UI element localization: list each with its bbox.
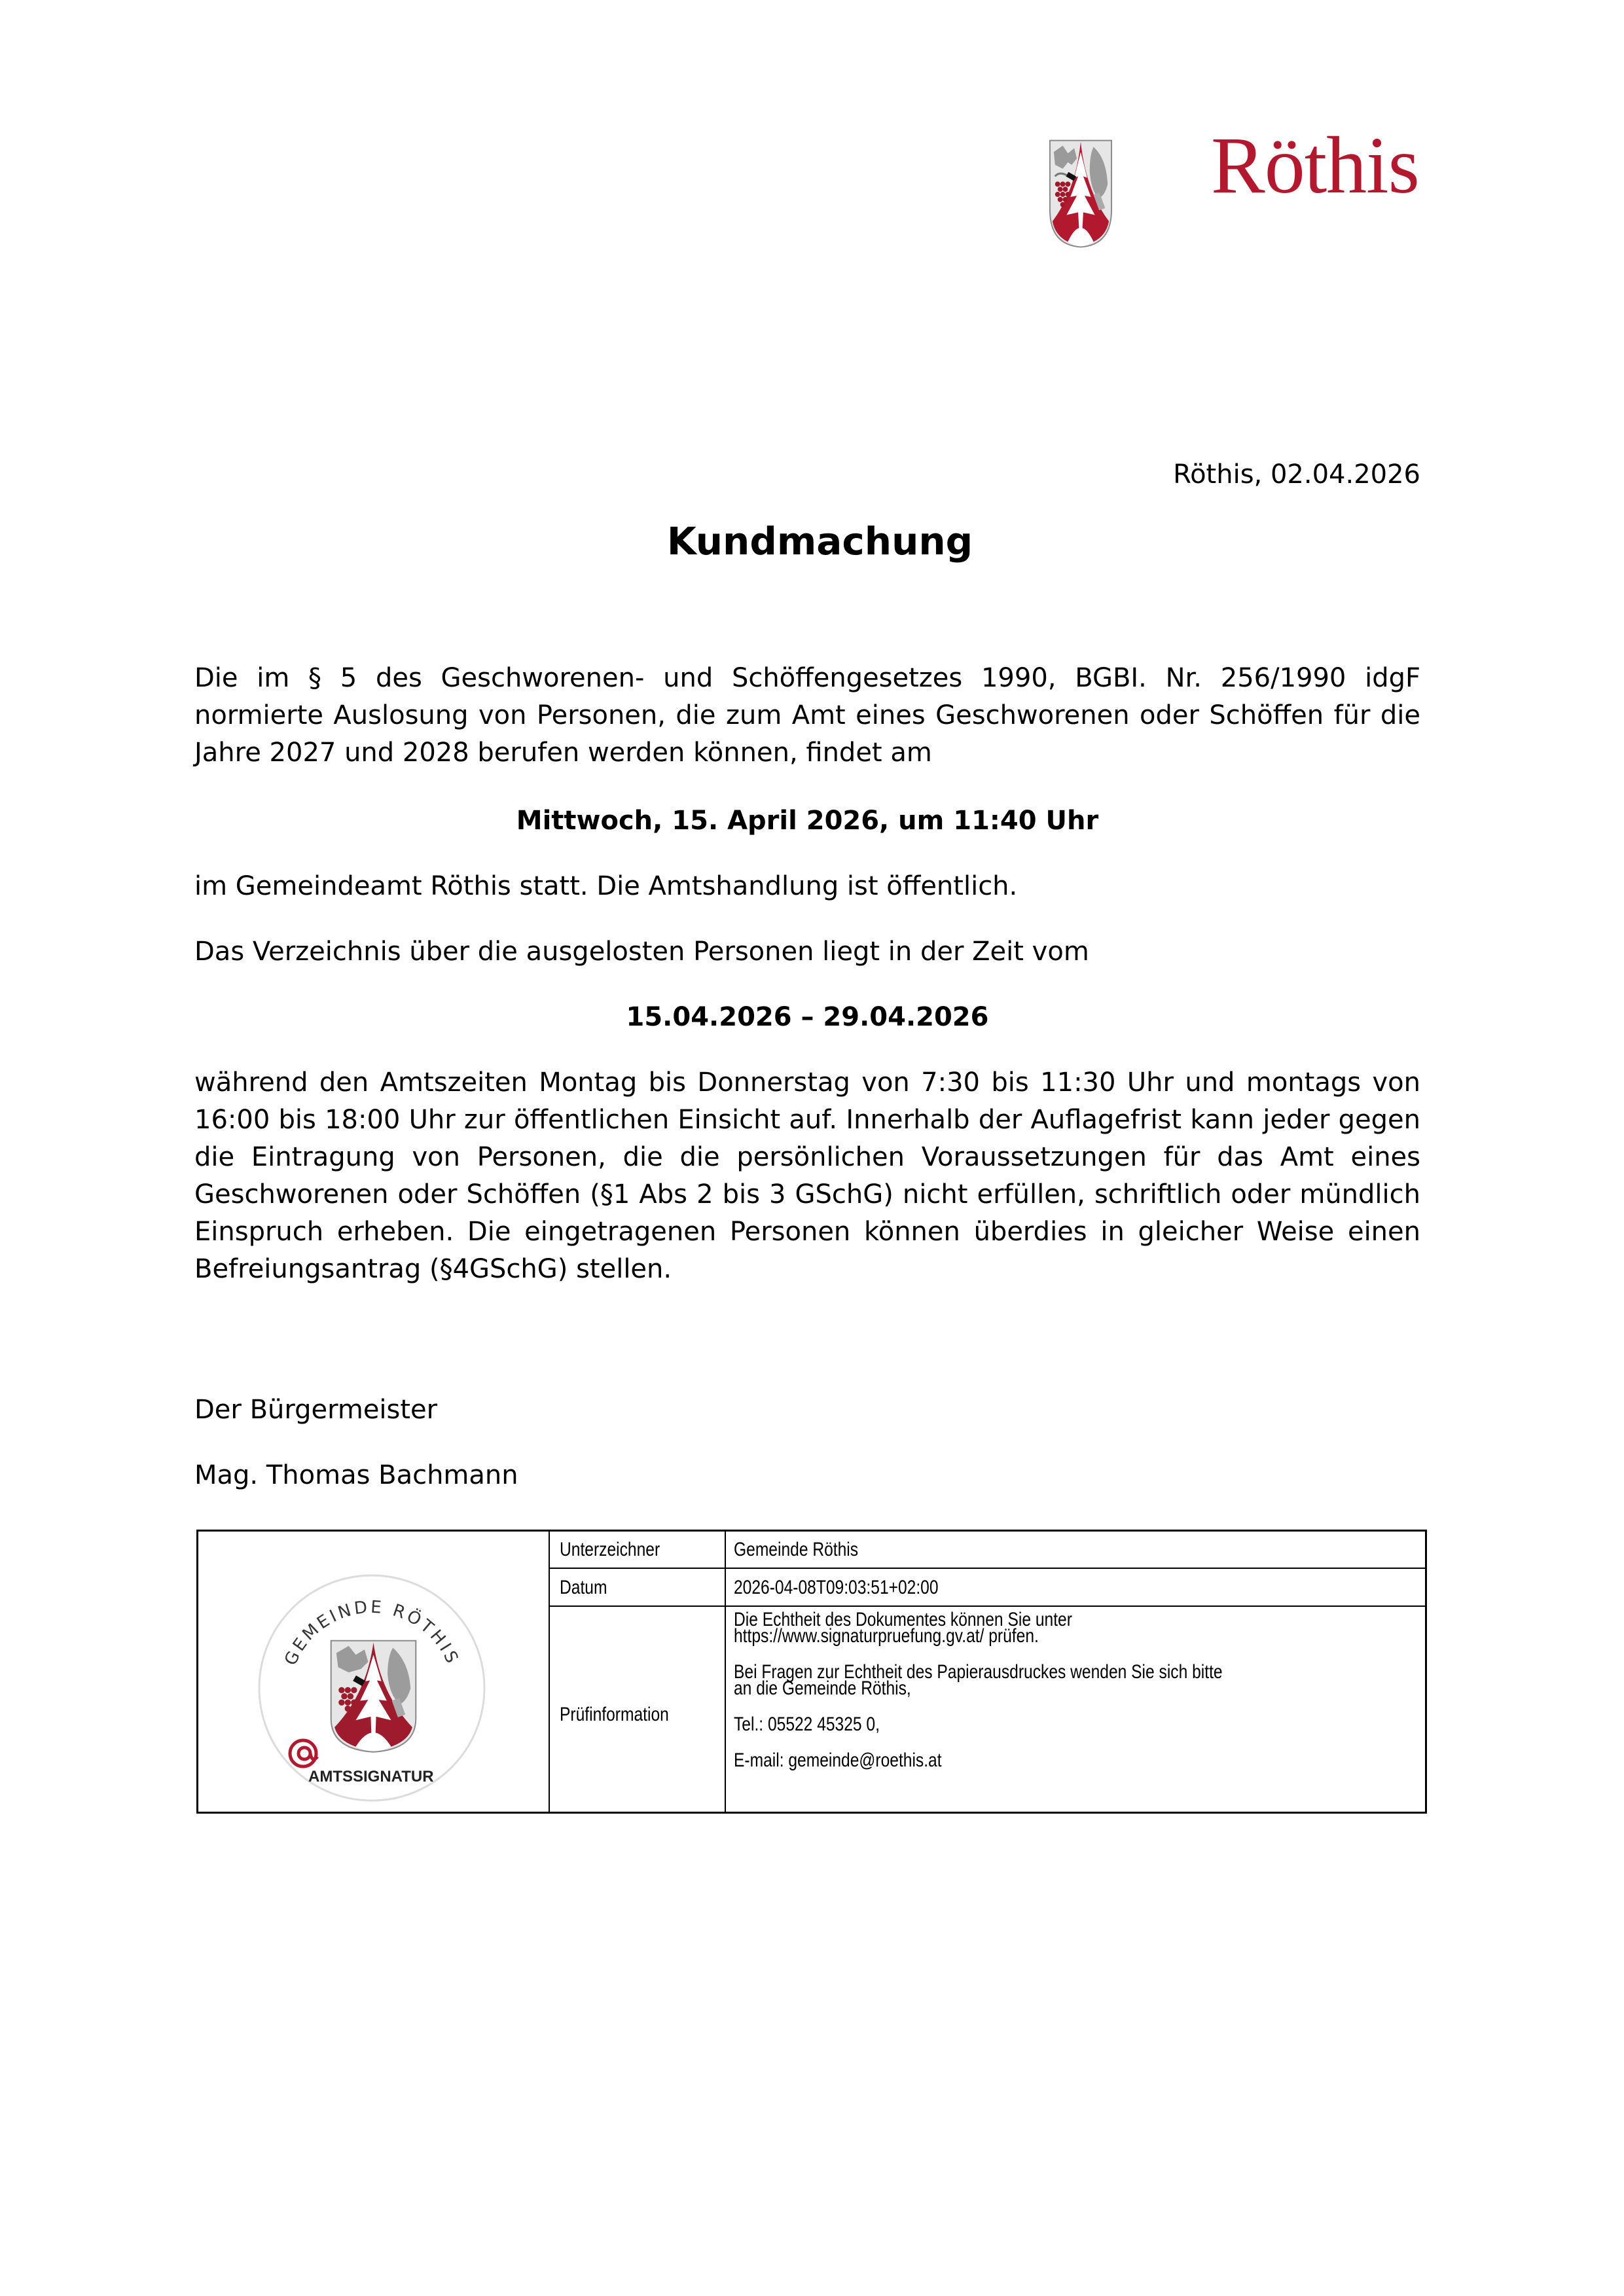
label-column	[550, 1532, 726, 1812]
signatory-title: Der Bürgermeister	[194, 1395, 438, 1425]
brand-logotype: Röthis	[1211, 120, 1419, 210]
verification-line: an die Gemeinde Röthis,	[734, 1677, 911, 1699]
date-label: Datum	[560, 1577, 607, 1598]
seal-ring-text: GEMEINDE RÖTHIS	[281, 1597, 463, 1669]
row-divider	[550, 1605, 1425, 1607]
display-period: 15.04.2026 – 29.04.2026	[626, 1002, 989, 1032]
event-datetime: Mittwoch, 15. April 2026, um 11:40 Uhr	[516, 806, 1099, 836]
verification-line: Die Echtheit des Dokumentes können Sie unter	[734, 1609, 1072, 1630]
place-date: Röthis, 02.04.2026	[1173, 459, 1420, 490]
row-divider	[550, 1568, 1425, 1569]
seal-cell	[198, 1532, 550, 1812]
verification-url[interactable]: https://www.signaturpruefung.gv.at/ prüfen.	[734, 1625, 1039, 1647]
date-value: 2026-04-08T09:03:51+02:00	[734, 1577, 939, 1598]
signature-block	[196, 1530, 1427, 1814]
verification-label: Prüfinformation	[560, 1704, 669, 1725]
seal-badge-text: AMTSSIGNATUR	[308, 1768, 434, 1785]
page-title	[0, 518, 1624, 564]
verification-line: Bei Fragen zur Echtheit des Papierausdruckes wenden Sie sich bitte	[734, 1661, 1223, 1683]
page-title-text: Kundmachung	[666, 519, 973, 564]
signer-label: Unterzeichner	[560, 1539, 660, 1560]
contact-phone: Tel.: 05522 45325 0,	[734, 1713, 880, 1735]
official-seal-icon	[257, 1573, 486, 1803]
intro-paragraph: Die im § 5 des Geschworenen- und Schöffengesetzes 1990, BGBI. Nr. 256/1990 idgF normierte Auslosung von Personen, die zum Amt eines Geschworenen oder Schöffen für die Jahre 2027 und 2028 berufen werden können, findet am	[194, 663, 1420, 768]
details-paragraph: während den Amtszeiten Montag bis Donnerstag von 7:30 bis 11:30 Uhr und montags von 16:00 bis 18:00 Uhr zur öffentlichen Einsicht auf. Innerhalb der Auflagefrist kann jeder gegen die Eintragung von Personen, die die persönlichen Voraussetzungen für das Amt eines Geschworenen oder Schöffen (§1 Abs 2 bis 3 GSchG) nicht erfüllen, schriftlich oder mündlich Einspruch erheben. Die eingetragenen Personen können überdies in gleicher Weise einen Befreiungsantrag (§4GSchG) stellen.	[194, 1067, 1420, 1284]
coat-of-arms-icon	[1049, 137, 1113, 250]
signer-value: Gemeinde Röthis	[734, 1539, 859, 1560]
location-statement: im Gemeindeamt Röthis statt. Die Amtshandlung ist öffentlich.	[194, 871, 1018, 901]
contact-email[interactable]: E-mail: gemeinde@roethis.at	[734, 1749, 942, 1771]
register-statement: Das Verzeichnis über die ausgelosten Personen liegt in der Zeit vom	[194, 937, 1089, 967]
signatory-name: Mag. Thomas Bachmann	[194, 1460, 518, 1490]
